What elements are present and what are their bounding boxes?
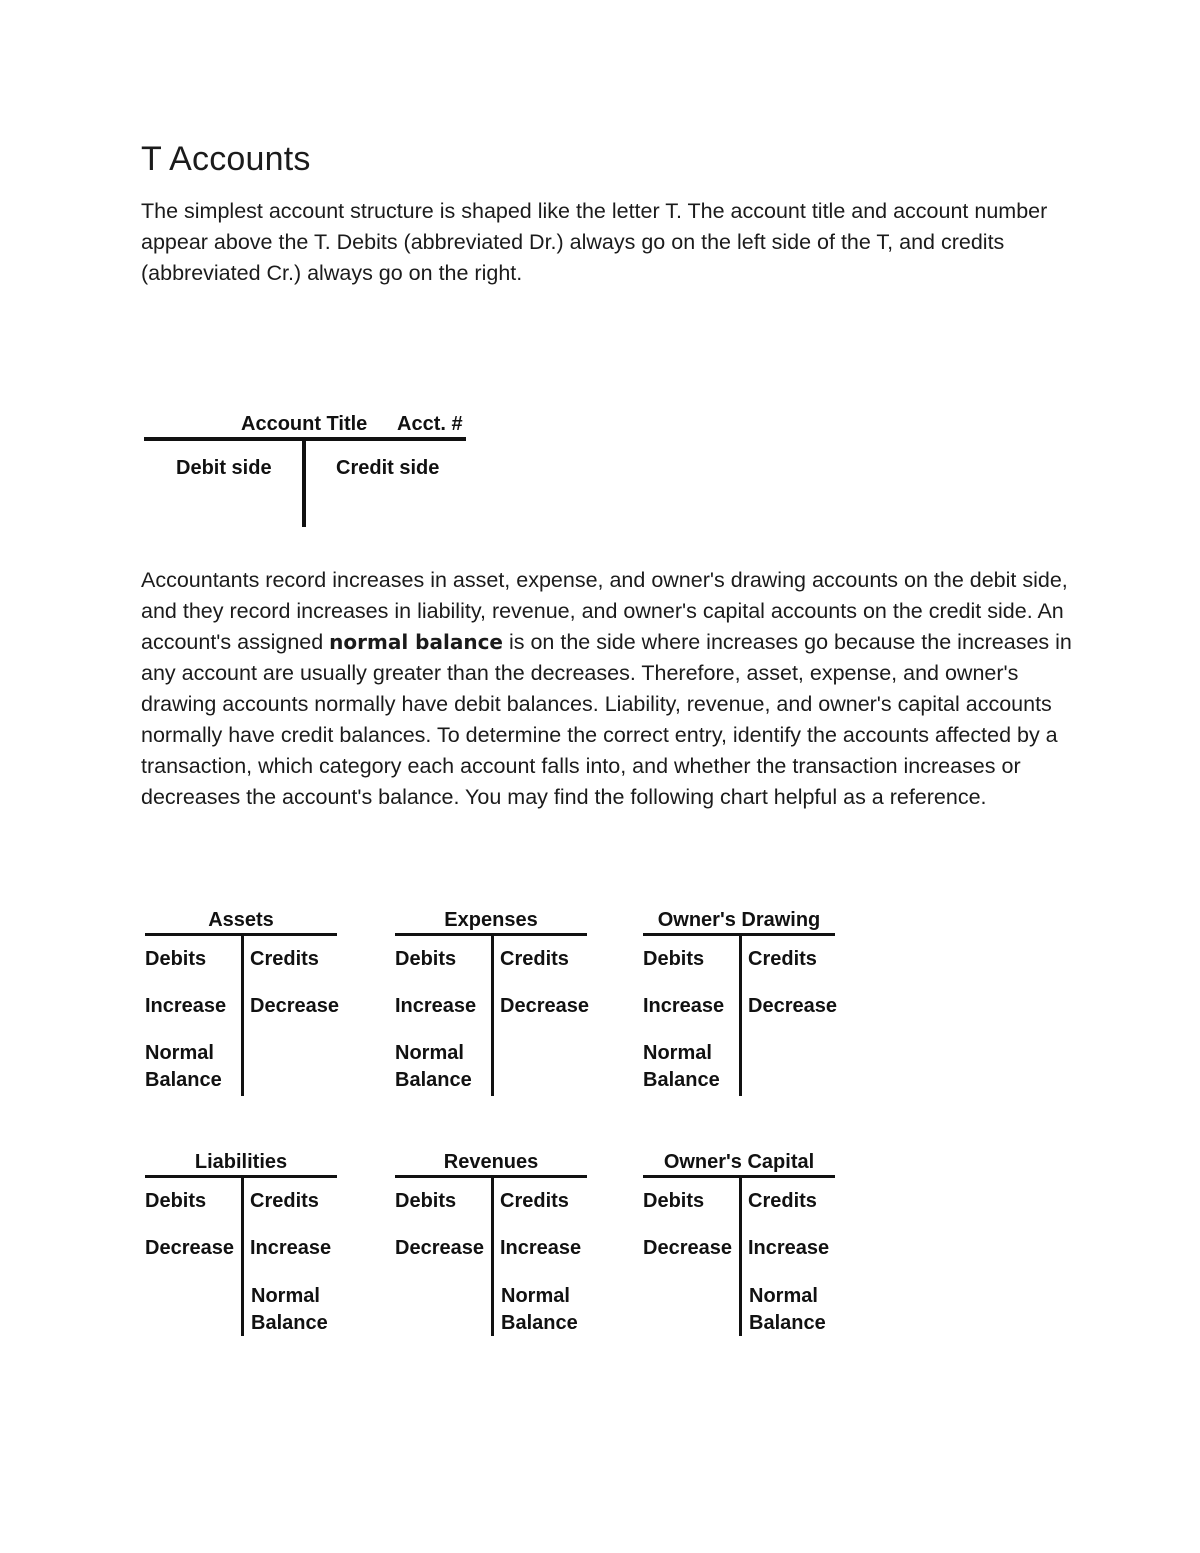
revenues-title: Revenues — [443, 1151, 539, 1173]
owner-s-capital-credits-label: Credits — [748, 1190, 817, 1212]
owner-s-drawing-normal-balance: Normal Balance — [643, 1042, 720, 1091]
intro-paragraph: The simplest account structure is shaped like the letter T. The account title and account number appear above the T. Debits (abbreviated Dr.) always go on the left side of the T, and credits (abbreviated Cr.) always go on the right. — [141, 199, 1048, 285]
owner-s-drawing-credits-label: Credits — [748, 948, 817, 970]
revenues-divider — [491, 1178, 494, 1336]
assets-normal-balance: Normal Balance — [145, 1042, 222, 1091]
liabilities-debits-label: Debits — [145, 1190, 207, 1212]
owner-s-drawing-divider — [739, 936, 742, 1096]
assets-credits-label: Credits — [250, 948, 319, 970]
owner-s-drawing-debits-label: Debits — [643, 948, 705, 970]
revenues-credits-label: Credits — [500, 1190, 569, 1212]
owner-s-capital-normal-balance: Normal Balance — [749, 1285, 826, 1334]
revenues-normal-balance: Normal Balance — [501, 1285, 578, 1334]
expenses-debits-label: Debits — [395, 948, 457, 970]
liabilities-credits-label: Credits — [250, 1190, 319, 1212]
expenses-divider — [491, 936, 494, 1096]
owner-s-capital-credit-action: Increase — [748, 1237, 830, 1259]
expenses-debit-action: Increase — [395, 995, 477, 1017]
revenues-debits-label: Debits — [395, 1190, 457, 1212]
account-number-label: Acct. # — [397, 413, 463, 435]
owner-s-capital-title: Owner's Capital — [663, 1151, 815, 1173]
assets-title: Assets — [208, 909, 274, 931]
body-text-part-2: is on the side where increases go because the increases in any account are usually greater than the decreases. Therefore, asset, expense, and owner's drawing accounts normally have debit balances. Liability, revenue, and owner's capital accounts normally have credit balances. To determine the correct entry, identify the accounts affected by a transaction, which category each account falls into, and whether the transaction increases or decreases the account's balance. You may find the following chart helpful as a reference. — [141, 630, 1072, 809]
body-text-part-1: Accountants record increases in asset, expense, and owner's drawing accounts on the debit side, and they record increases in liability, revenue, and owner's capital accounts on the credit side. An account's assigned — [141, 568, 1068, 654]
credit-side-label: Credit side — [336, 457, 440, 479]
expenses-title: Expenses — [444, 909, 538, 931]
normal-balance-term: normal balance — [329, 630, 503, 654]
expenses-credit-action: Decrease — [500, 995, 589, 1017]
owner-s-drawing-title: Owner's Drawing — [657, 909, 821, 931]
account-title-label: Account Title — [241, 413, 368, 435]
owner-s-capital-divider — [739, 1178, 742, 1336]
assets-divider — [241, 936, 244, 1096]
expenses-credits-label: Credits — [500, 948, 569, 970]
owner-s-drawing-credit-action: Decrease — [748, 995, 837, 1017]
owner-s-capital-debit-action: Decrease — [643, 1237, 732, 1259]
owner-s-drawing-debit-action: Increase — [643, 995, 725, 1017]
liabilities-normal-balance: Normal Balance — [251, 1285, 328, 1334]
debit-side-label: Debit side — [176, 457, 272, 479]
revenues-debit-action: Decrease — [395, 1237, 484, 1259]
liabilities-title: Liabilities — [194, 1151, 288, 1173]
liabilities-divider — [241, 1178, 244, 1336]
liabilities-credit-action: Increase — [250, 1237, 332, 1259]
liabilities-debit-action: Decrease — [145, 1237, 234, 1259]
t-account-divider — [302, 441, 306, 527]
page-title: T Accounts — [141, 140, 311, 178]
assets-debits-label: Debits — [145, 948, 207, 970]
revenues-credit-action: Increase — [500, 1237, 582, 1259]
body-paragraph — [141, 565, 1081, 813]
expenses-normal-balance: Normal Balance — [395, 1042, 472, 1091]
assets-credit-action: Decrease — [250, 995, 339, 1017]
owner-s-capital-debits-label: Debits — [643, 1190, 705, 1212]
assets-debit-action: Increase — [145, 995, 227, 1017]
